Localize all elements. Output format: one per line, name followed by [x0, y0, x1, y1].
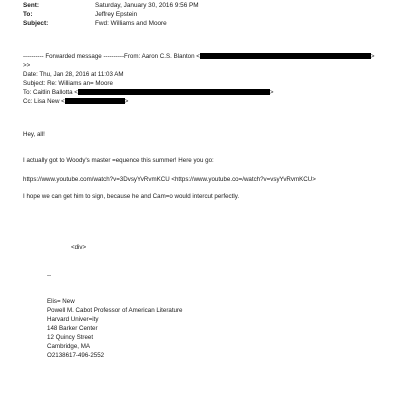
- video-link[interactable]: https://www.youtube.com/watch?v=3DvsyYvRvmKCU <https://www.youtube.co=/watch?v=vsyYvRvmKCU>: [23, 176, 316, 183]
- forwarded-from-text: ---------- Forwarded message ----------From: Aaron C.S. Blanton <: [23, 53, 200, 60]
- forwarded-from-line: [23, 53, 375, 61]
- body-paragraph-1: I actually got to Woody's master =equence this summer! Here you go:: [23, 157, 214, 164]
- subject-label: Subject:: [23, 20, 49, 27]
- body-paragraph-2: I hope we can get him to sign, because he and Cam=o would intercut perfectly.: [23, 193, 240, 200]
- signature-city: Cambridge, MA: [47, 343, 90, 350]
- sent-value: Saturday, January 30, 2016 9:56 PM: [95, 2, 199, 9]
- redaction-box: [65, 98, 125, 104]
- forwarded-to-close: >: [269, 89, 274, 96]
- signature-name: Elis= New: [47, 298, 75, 305]
- forwarded-cc-close: >: [124, 98, 129, 105]
- to-label: To:: [23, 11, 33, 18]
- signature-university: Harvard Univer=ity: [47, 316, 99, 323]
- signature-street: 12 Quincy Street: [47, 334, 94, 341]
- redaction-box: [78, 89, 270, 95]
- forwarded-subject: Subject: Re: Williams an= Moore: [23, 80, 113, 87]
- forwarded-wrap: >>: [23, 62, 31, 69]
- greeting: Hey, all!: [23, 131, 45, 138]
- forwarded-date: Date: Thu, Jan 28, 2016 at 11:03 AM: [23, 71, 124, 78]
- subject-value: Fwd: Williams and Moore: [95, 20, 167, 27]
- forwarded-to-line: [23, 89, 273, 97]
- redaction-box: [200, 53, 371, 59]
- forwarded-cc-text: Cc: Lisa New <: [23, 98, 65, 105]
- signature-title: Powell M. Cabot Professor of American Literature: [47, 307, 183, 314]
- forwarded-from-close: >: [370, 53, 375, 60]
- sent-label: Sent:: [23, 2, 39, 9]
- signature-building: 148 Barker Center: [47, 325, 98, 332]
- to-value: Jeffrey Epstein: [95, 11, 138, 18]
- div-tag-text: <div>: [71, 244, 87, 251]
- forwarded-cc-line: [23, 98, 128, 106]
- signature-zip-phone: O2138617-496-2552: [47, 352, 105, 359]
- signature-separator: --: [47, 272, 52, 279]
- forwarded-to-text: To: Caitlin Ballotta <: [23, 89, 78, 96]
